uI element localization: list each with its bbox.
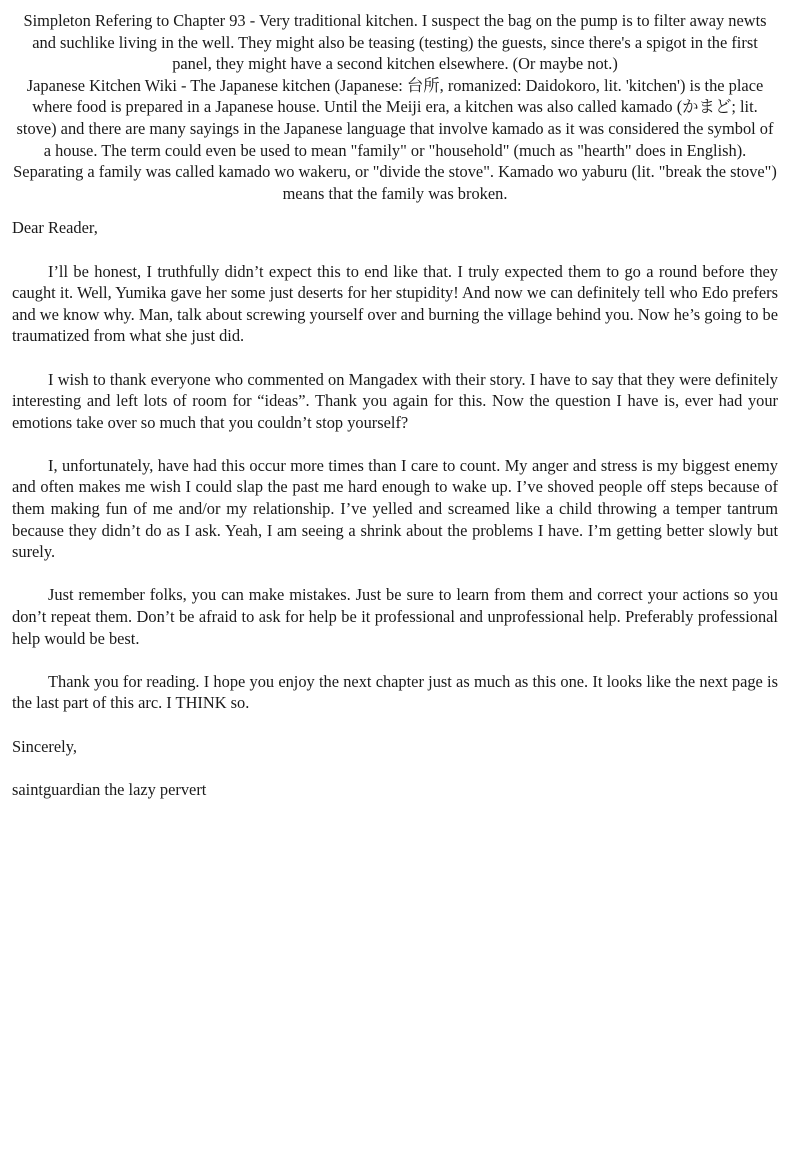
note-text: Very traditional kitchen. I suspect the bag on the pump is to filter away newts and suchlike living in the well. They might also be teasing (testing) the guests, since there's a spigot in the first panel, they might have a second kitchen elsewhere. (Or maybe not.) (32, 11, 767, 74)
letter-body (12, 217, 778, 800)
translator-note (12, 10, 778, 75)
note-text: The Japanese kitchen (Japanese: 台所, romanized: Daidokoro, lit. 'kitchen') is the place where food is prepared in a Japanese house. Until the Meiji era, a kitchen was also called kamado (かまど; lit. stove) and there are many sayings in the Japanese language that involve kamado as it was considered the symbol of a house. The term could even be used to mean "family" or "household" (much as "hearth" does in English). Separating a family was called kamado wo wakeru, or "divide the stove". Kamado wo yaburu (lit. "break the stove") means that the family was broken. (13, 75, 777, 203)
letter-paragraph: I wish to thank everyone who commented on Mangadex with their story. I have to say that they were definitely interesting and left lots of room for “ideas”. Thank you again for this. Now the question I have is, ever had your emotions take over so much that you couldn’t stop yourself? (12, 369, 778, 432)
note-separator: - (245, 11, 259, 30)
letter-paragraph: I’ll be honest, I truthfully didn’t expect this to end like that. I truly expected them to go a round before they caught it. Well, Yumika gave her some just deserts for her stupidity! And now we can definitely tell who Edo prefers and we know why. Man, talk about screwing yourself over and burning the village behind you. Now he’s going to be traumatized from what she just did. (12, 261, 778, 346)
letter-paragraph: I, unfortunately, have had this occur more times than I care to count. My anger and stress is my biggest enemy and often makes me wish I could slap the past me hard enough to wake up. I’ve shoved people off steps because of them making fun of me and/or my relationship. I’ve yelled and screamed like a child throwing a temper tantrum because they didn’t do as I ask. Yeah, I am seeing a shrink about the problems I have. I’m getting better slowly but surely. (12, 455, 778, 562)
letter-signature: saintguardian the lazy pervert (12, 779, 207, 799)
letter-closing: Sincerely, (12, 736, 77, 756)
translator-note (12, 75, 778, 205)
letter-paragraph: Thank you for reading. I hope you enjoy the next chapter just as much as this one. It looks like the next page is the last part of this arc. I THINK so. (12, 671, 778, 713)
letter-paragraph: Just remember folks, you can make mistakes. Just be sure to learn from them and correct your actions so you don’t repeat them. Don’t be afraid to ask for help be it professional and unprofessional help. Preferably professional help would be best. (12, 585, 778, 648)
note-separator: - (176, 75, 191, 95)
translator-notes (12, 10, 778, 204)
note-source: Simpleton Refering to Chapter 93 (23, 11, 246, 30)
note-source: Japanese Kitchen Wiki (26, 75, 177, 95)
letter-greeting: Dear Reader, (12, 218, 98, 238)
